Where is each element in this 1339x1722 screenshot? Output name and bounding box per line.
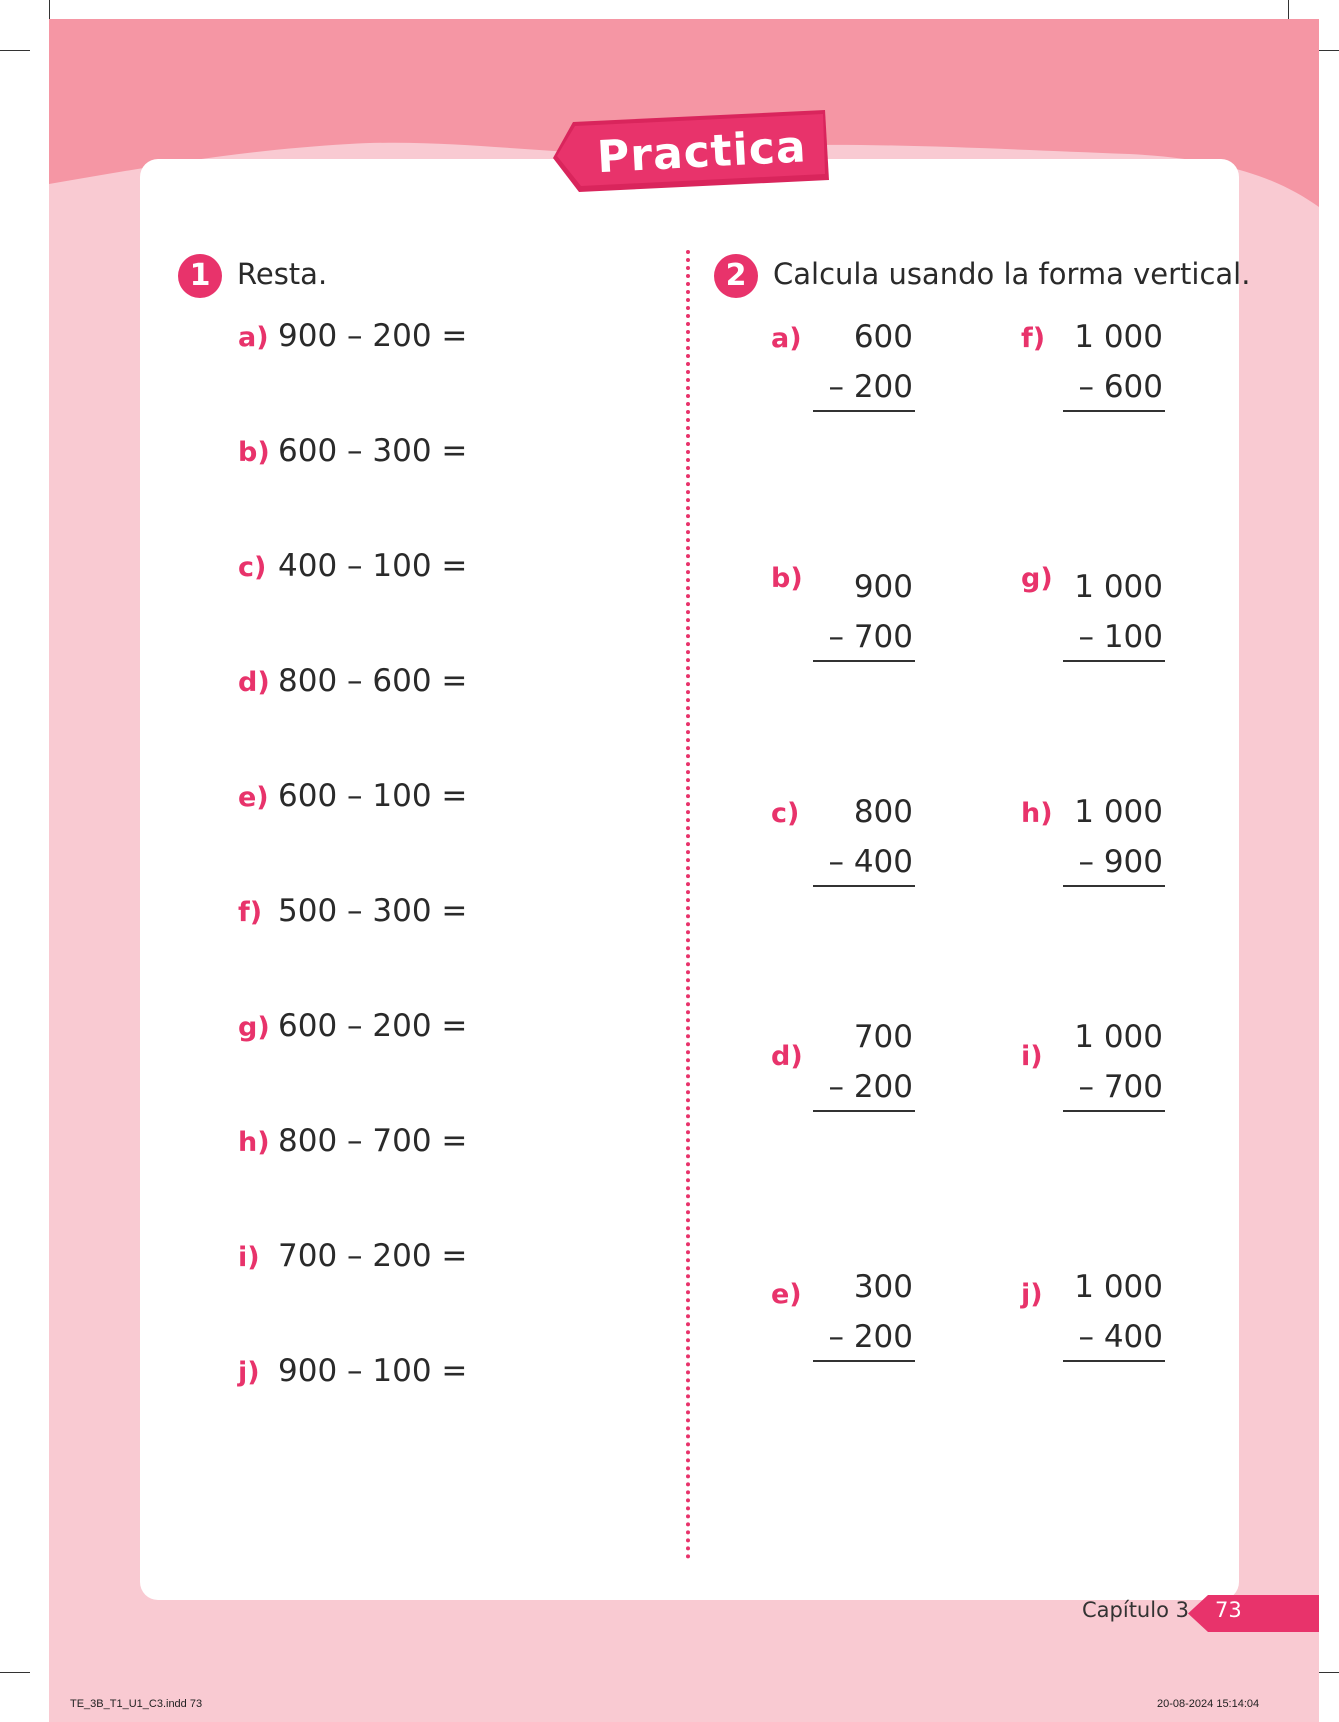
exercise-2-item-a	[771, 319, 1001, 429]
exercise-2-item-h	[1021, 794, 1251, 904]
exercise-2-item-e	[771, 1269, 1001, 1379]
item-label: c)	[771, 798, 800, 829]
column-divider	[686, 250, 690, 1560]
item-label: d)	[771, 1041, 803, 1072]
subtrahend: – 700	[828, 619, 913, 655]
item-label: i)	[1021, 1041, 1043, 1072]
crop-mark	[0, 1672, 30, 1673]
exercise-2-item-g	[1021, 563, 1251, 679]
item-label: a)	[771, 323, 802, 354]
exercise-1-item-b	[238, 433, 467, 469]
page-number-tab	[1188, 1595, 1319, 1632]
item-expression: 900 – 100 =	[278, 1353, 468, 1389]
minuend: 1 000	[1074, 794, 1163, 830]
exercise-1-item-d	[238, 663, 467, 699]
exercise-1-item-g	[238, 1008, 467, 1044]
answer-line	[813, 660, 915, 662]
item-expression: 400 – 100 =	[278, 548, 468, 584]
item-label: d)	[238, 667, 270, 698]
subtrahend: – 900	[1078, 844, 1163, 880]
exercise-1-item-e	[238, 778, 467, 814]
item-label: f)	[238, 897, 263, 928]
answer-line	[813, 1110, 915, 1112]
page-title: Practica	[595, 121, 808, 184]
minuend: 700	[853, 1019, 913, 1055]
crop-mark	[0, 50, 30, 51]
subtrahend: – 200	[828, 369, 913, 405]
subtrahend: – 200	[828, 1069, 913, 1105]
exercise-2-item-f	[1021, 319, 1251, 429]
item-label: g)	[1021, 563, 1053, 594]
answer-line	[813, 410, 915, 412]
item-label: h)	[238, 1127, 270, 1158]
answer-line	[1063, 660, 1165, 662]
item-expression: 600 – 200 =	[278, 1008, 468, 1044]
minuend: 1 000	[1074, 1269, 1163, 1305]
exercise-2-item-i	[1021, 1019, 1251, 1129]
minuend: 800	[853, 794, 913, 830]
minuend: 1 000	[1074, 319, 1163, 355]
subtrahend: – 700	[1078, 1069, 1163, 1105]
item-label: j)	[1021, 1279, 1043, 1310]
item-label: e)	[771, 1279, 802, 1310]
exercise-2-item-j	[1021, 1269, 1251, 1379]
item-label: c)	[238, 552, 267, 583]
item-label: e)	[238, 782, 269, 813]
answer-line	[813, 1360, 915, 1362]
answer-line	[1063, 1110, 1165, 1112]
minuend: 1 000	[1074, 1019, 1163, 1055]
item-expression: 600 – 100 =	[278, 778, 468, 814]
file-slug: TE_3B_T1_U1_C3.indd 73	[70, 1698, 203, 1710]
exercise-1-item-c	[238, 548, 467, 584]
exercise-2-instruction: Calcula usando la forma vertical.	[773, 257, 1251, 291]
print-timestamp: 20-08-2024 15:14:04	[1157, 1698, 1260, 1710]
item-expression: 500 – 300 =	[278, 893, 468, 929]
exercise-1-item-i	[238, 1238, 467, 1274]
item-label: g)	[238, 1012, 270, 1043]
exercise-2-item-d	[771, 1019, 1001, 1129]
answer-line	[1063, 1360, 1165, 1362]
item-expression: 600 – 300 =	[278, 433, 468, 469]
item-label: a)	[238, 322, 269, 353]
item-expression: 700 – 200 =	[278, 1238, 468, 1274]
page-number: 73	[1215, 1598, 1242, 1622]
item-label: b)	[771, 563, 803, 594]
exercise-number-2: 2	[714, 254, 758, 298]
subtrahend: – 600	[1078, 369, 1163, 405]
exercise-number-1: 1	[178, 254, 222, 298]
item-label: j)	[238, 1357, 260, 1388]
subtrahend: – 100	[1078, 619, 1163, 655]
minuend: 300	[853, 1269, 913, 1305]
item-label: i)	[238, 1242, 260, 1273]
answer-line	[1063, 885, 1165, 887]
item-expression: 900 – 200 =	[278, 318, 468, 354]
item-label: f)	[1021, 323, 1046, 354]
chapter-label: Capítulo 3	[1082, 1598, 1189, 1622]
minuend: 900	[853, 569, 913, 605]
exercise-1-item-f	[238, 893, 467, 929]
item-label: b)	[238, 437, 270, 468]
item-label: h)	[1021, 798, 1053, 829]
subtrahend: – 200	[828, 1319, 913, 1355]
minuend: 600	[853, 319, 913, 355]
answer-line	[1063, 410, 1165, 412]
answer-line	[813, 885, 915, 887]
item-expression: 800 – 700 =	[278, 1123, 468, 1159]
exercise-1-item-a	[238, 318, 467, 354]
subtrahend: – 400	[1078, 1319, 1163, 1355]
exercise-2-item-b	[771, 563, 1001, 679]
exercise-2-item-c	[771, 794, 1001, 904]
item-expression: 800 – 600 =	[278, 663, 468, 699]
exercise-1-instruction: Resta.	[237, 257, 328, 291]
minuend: 1 000	[1074, 569, 1163, 605]
exercise-1-item-h	[238, 1123, 467, 1159]
subtrahend: – 400	[828, 844, 913, 880]
exercise-1-item-j	[238, 1353, 467, 1389]
